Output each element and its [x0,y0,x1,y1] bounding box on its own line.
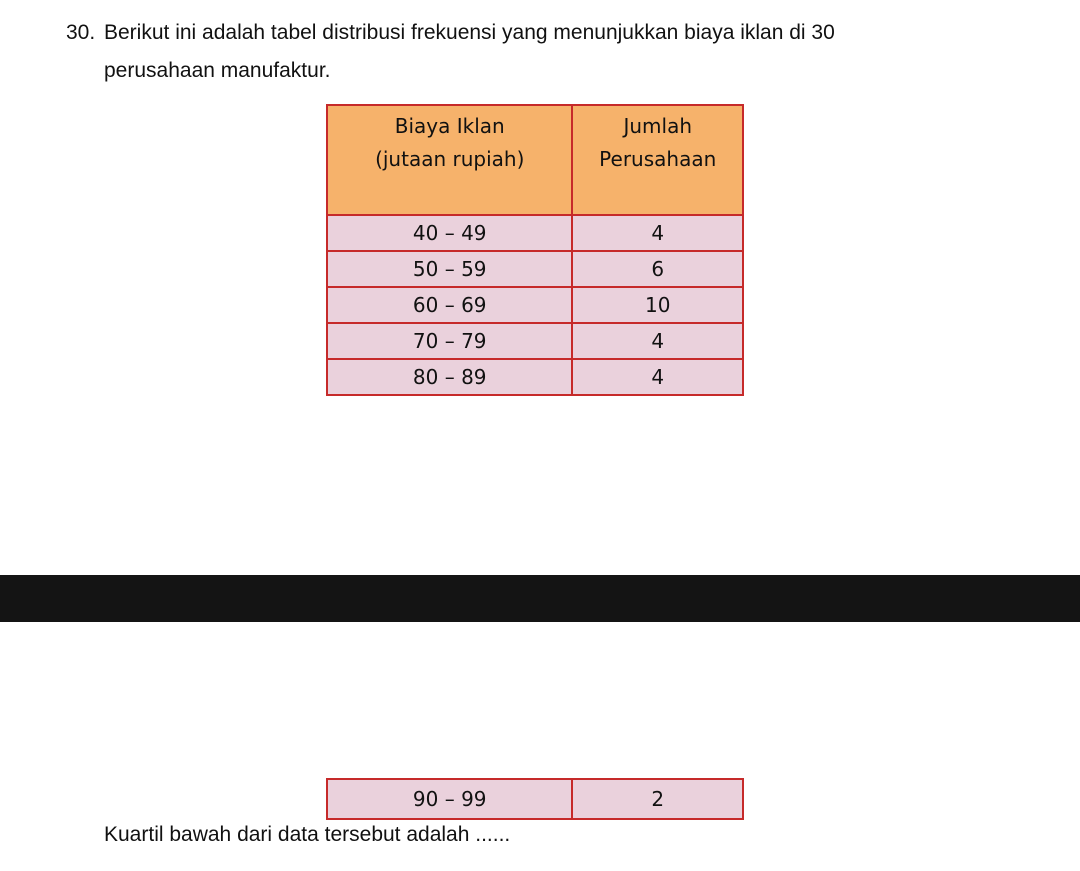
header-col2-line2: Perusahaan [599,147,717,171]
question-line-2: perusahaan manufaktur. [104,59,331,82]
question-prompt: Kuartil bawah dari data tersebut adalah ...... [104,823,511,846]
header-col1-line1: Biaya Iklan [394,114,505,138]
frequency-table [326,104,744,396]
range-cell: 40 – 49 [327,215,572,251]
header-col2-line1: Jumlah [623,114,692,138]
question-line-1: Berikut ini adalah tabel distribusi frekuensi yang menunjukkan biaya iklan di 30 [104,21,835,44]
table-row [327,287,743,323]
table-row [327,215,743,251]
count-cell: 4 [572,323,743,359]
count-cell: 2 [572,779,743,819]
range-cell: 50 – 59 [327,251,572,287]
count-cell: 4 [572,359,743,395]
range-cell: 80 – 89 [327,359,572,395]
header-biaya-iklan [327,105,572,215]
count-cell: 4 [572,215,743,251]
count-cell: 6 [572,251,743,287]
table-row [327,359,743,395]
range-cell: 60 – 69 [327,287,572,323]
count-cell: 10 [572,287,743,323]
question-number: 30. [66,21,96,44]
table-row [327,779,743,819]
extra-table-row [326,778,744,820]
range-cell: 90 – 99 [327,779,572,819]
dark-divider-band [0,575,1080,622]
question-text [66,14,1056,90]
table-row [327,323,743,359]
range-cell: 70 – 79 [327,323,572,359]
table-row [327,251,743,287]
header-col1-line2: (jutaan rupiah) [375,147,525,171]
header-jumlah-perusahaan [572,105,743,215]
table-header-row [327,105,743,215]
